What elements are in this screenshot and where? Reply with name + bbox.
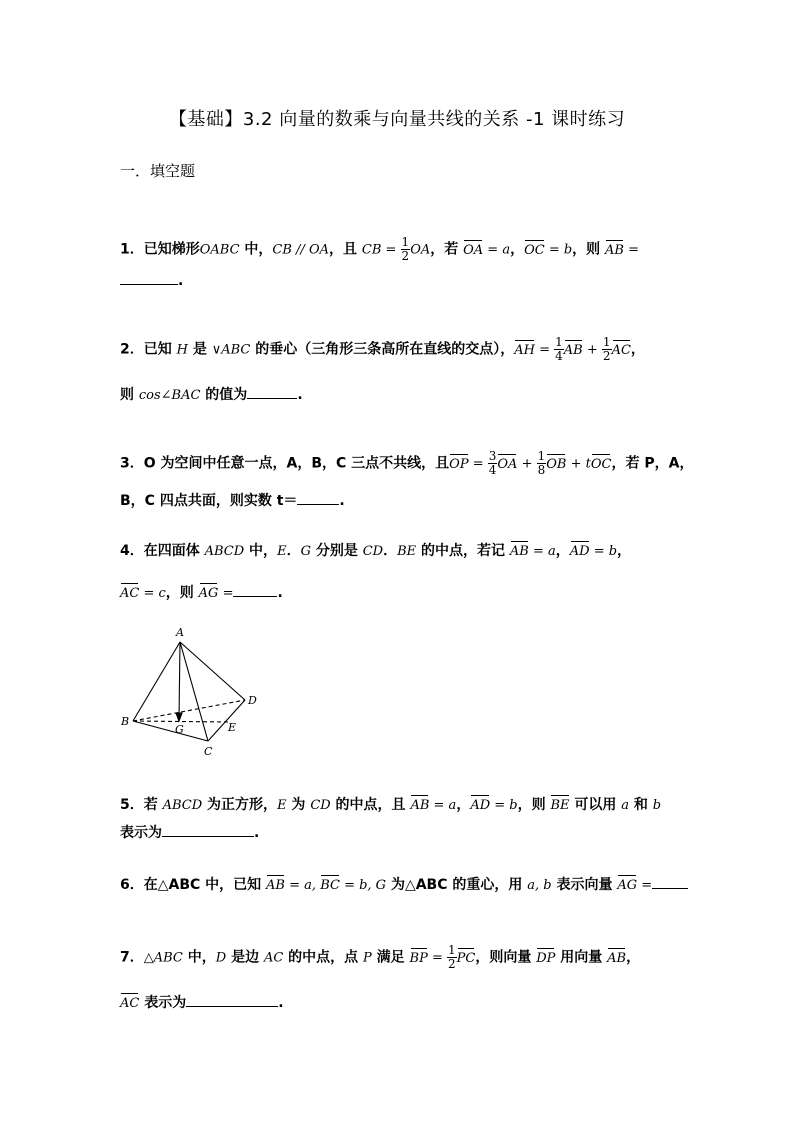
arrowhead-g: [176, 713, 182, 721]
question-5: 5．若 ABCD 为正方形，E 为 CD 的中点，且 AB = a，AD = b，则 BE 可以用 a 和 b: [120, 797, 662, 813]
answer-blank[interactable]: [162, 824, 254, 837]
label-b: B: [121, 715, 130, 728]
question-7: 7．△ABC 中，D 是边 AC 的中点，点 P 满足 BP = $\frac{1}{2}$ PC，则向量 DP 用向量 AB，: [120, 943, 641, 971]
label-a: A: [176, 626, 184, 639]
question-6: 6．在△ABC 中，已知 AB = a, BC = b, G 为△ABC 的重心，用 a, b 表示向量 AG =: [120, 874, 688, 894]
question-4: 4．在四面体 ABCD 中，E．G 分别是 CD．BE 的中点，若记 AB = a，AD = b，: [120, 543, 632, 559]
answer-blank[interactable]: [652, 876, 688, 889]
label-g: G: [175, 723, 184, 736]
edge-be: [133, 721, 228, 722]
question-1: 1．已知梯形OABC 中，CB // OA，且 CB = $\frac{1}{2}$ OA，若 OA = a，OC = b，则 AB =: [120, 235, 640, 263]
fraction: $\frac{1}{2}$: [401, 235, 410, 263]
label-e: E: [228, 721, 237, 734]
section-heading: 一．填空题: [120, 162, 196, 180]
question-5-line-2: 表示为 .: [120, 825, 260, 841]
answer-blank[interactable]: [120, 272, 178, 285]
label-d: D: [248, 694, 257, 707]
page-title: 【基础】3.2 向量的数乘与向量共线的关系 -1 课时练习: [168, 109, 626, 130]
label-c: C: [204, 745, 213, 758]
segment-ag: [179, 642, 180, 719]
answer-blank[interactable]: [233, 584, 277, 597]
question-3-line-2: B，C 四点共面，则实数 t＝ .: [120, 493, 345, 509]
answer-blank[interactable]: [297, 492, 339, 505]
question-3: 3．O 为空间中任意一点，A，B，C 三点不共线，且OP = $\frac{3}{4}$ OA + $\frac{1}{8}$ OB + tOC，若 P，A，: [120, 449, 694, 477]
answer-blank[interactable]: [186, 994, 278, 1007]
answer-blank[interactable]: [247, 386, 297, 399]
edge-ac: [180, 642, 208, 741]
edge-cd: [208, 700, 245, 741]
edge-ad: [180, 642, 245, 700]
tetrahedron-figure: [118, 625, 268, 760]
question-2: 2．已知 H 是 ∨ABC 的垂心（三角形三条高所在直线的交点），AH = $\frac{1}{4}$ AB + $\frac{1}{2}$ AC，: [120, 335, 645, 363]
question-1-answer: .: [120, 272, 183, 289]
edge-ab: [133, 642, 180, 721]
question-7-line-2: AC 表示为 .: [120, 995, 284, 1011]
question-2-line-2: 则 cos∠BAC 的值为 .: [120, 387, 303, 403]
edge-bc: [133, 721, 208, 741]
question-4-line-2: AC = c，则 AG = .: [120, 585, 283, 601]
